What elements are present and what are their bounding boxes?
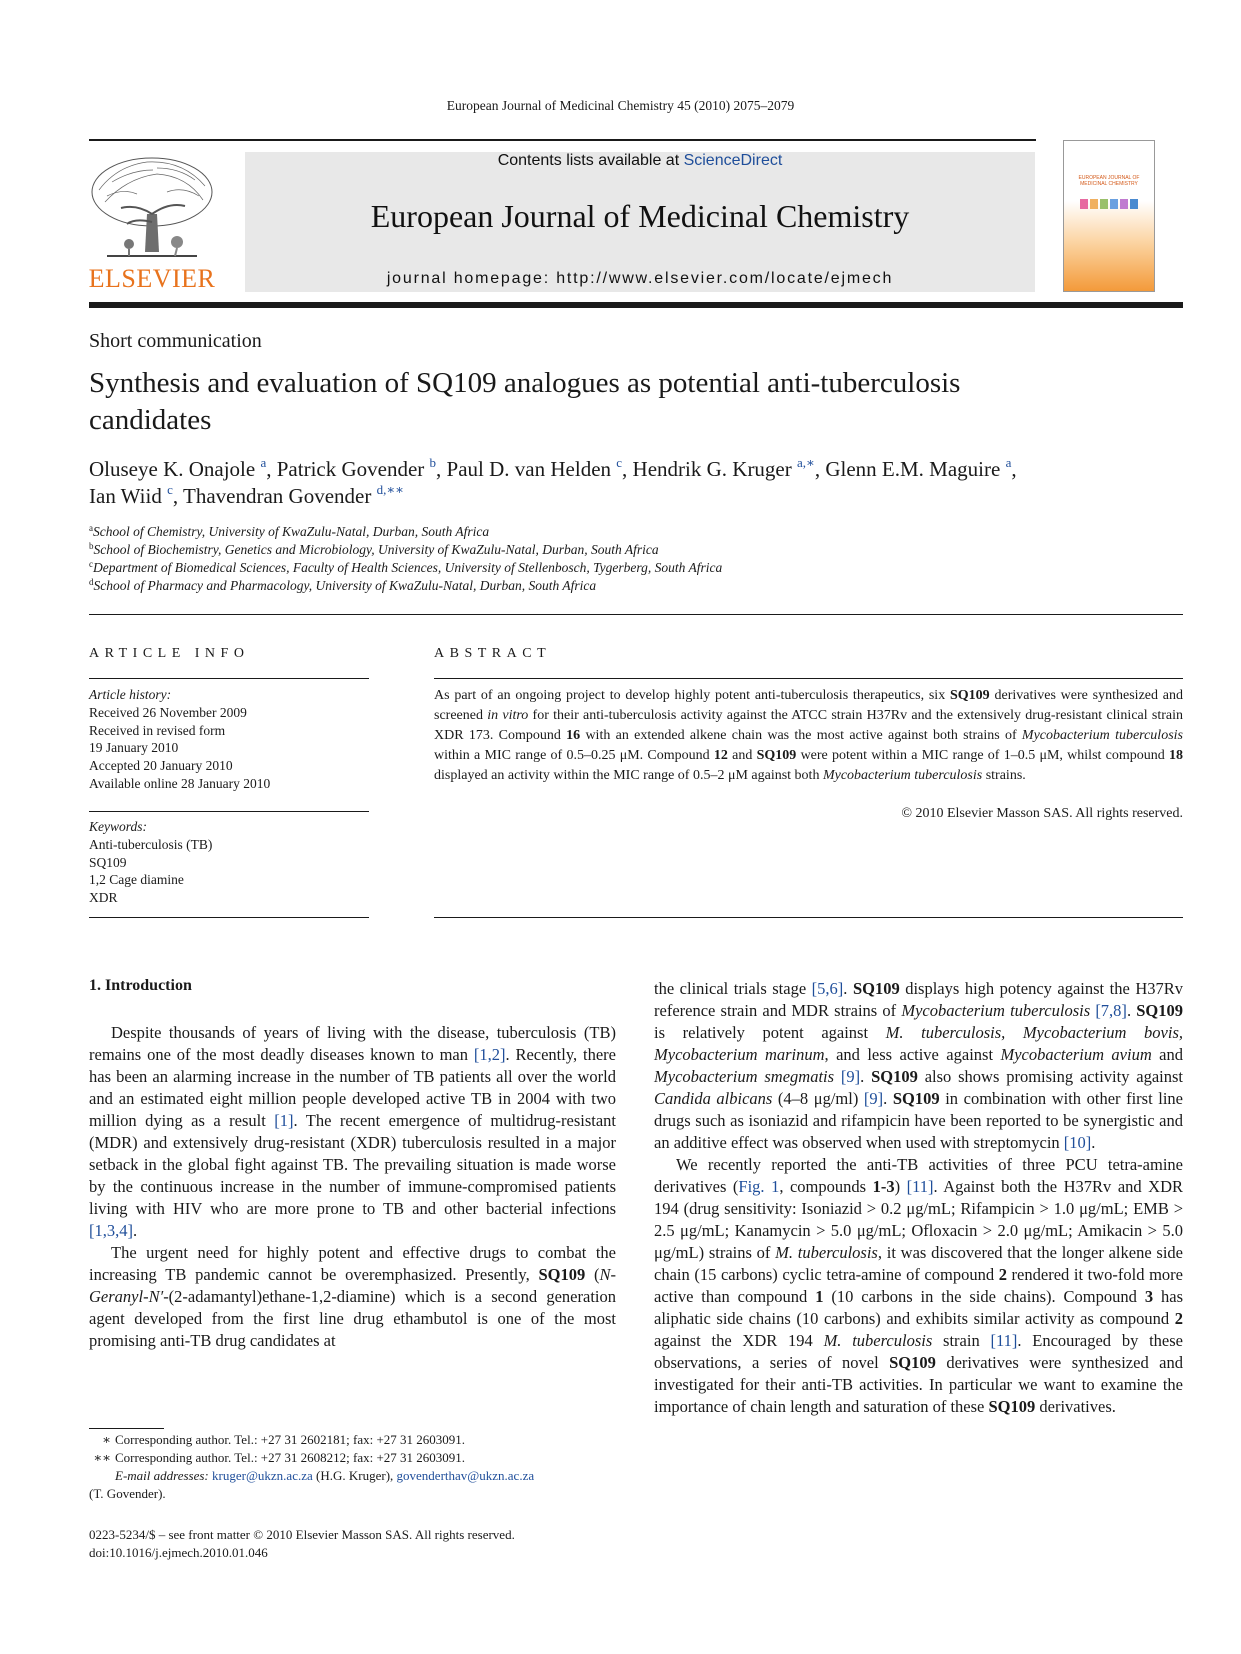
doi-line[interactable]: doi:10.1016/j.ejmech.2010.01.046 [89,1544,268,1560]
email-link[interactable]: govenderthav@ukzn.ac.za [396,1468,535,1483]
citation-link[interactable]: [5,6] [811,979,844,998]
running-head: European Journal of Medicinal Chemistry 45 (2010) 2075–2079 [446,98,795,113]
journal-cover-thumbnail [1063,140,1155,292]
affiliation-item [89,523,1183,541]
keyword-list [89,818,369,907]
right-column-body [654,978,1183,1418]
history-item: Received in revised form [89,722,226,738]
paragraph: the clinical trials stage [5,6]. SQ109 displays high potency against the H37Rv reference strain and MDR strains of Mycobacterium tuberculosis [7,8]. SQ109 is relatively potent against M. tuberculosis, Mycobacterium bovis, Mycobacterium marinum, and less active against Mycobacterium avium and Mycobacterium smegmatis [9]. SQ109 also shows promising activity against Candida albicans (4–8 μg/ml) [9]. SQ109 in combination with other first line drugs such as isoniazid and rifampicin have been reported to be synergistic and an additive effect was observed when used with streptomycin [10]. [654,979,1184,1152]
author-affiliation-mark[interactable]: a [1005,455,1012,470]
author-separator: , [436,457,447,481]
header-rule [89,302,1183,308]
article-history [89,686,369,793]
author-name: Patrick Govender [276,457,425,481]
author-affiliation-mark[interactable]: d,∗∗ [376,482,405,497]
article-title: Synthesis and evaluation of SQ109 analogues as potential anti-tuberculosis candidates [89,367,961,436]
journal-name: European Journal of Medicinal Chemistry [370,198,910,234]
affiliation-list [89,523,1183,595]
affiliation-text: School of Pharmacy and Pharmacology, University of KwaZulu-Natal, Durban, South Africa [93,578,597,593]
affiliation-text: School of Biochemistry, Genetics and Microbiology, University of KwaZulu-Natal, Durban, South Africa [93,542,659,557]
affiliation-mark: c [89,559,93,569]
affiliation-mark: d [89,577,94,587]
left-column-body [89,1022,616,1352]
citation-link[interactable]: [11] [990,1331,1018,1350]
author-affiliation-mark[interactable]: b [429,455,437,470]
publisher-wordmark: ELSEVIER [88,264,216,293]
keyword-item: XDR [89,890,118,906]
contents-line [245,152,1035,170]
author-name: Hendrik G. Kruger [632,457,792,481]
abstract-heading: ABSTRACT [434,646,552,661]
cover-graphic-icon [1080,197,1140,211]
keyword-item: Anti-tuberculosis (TB) [89,836,213,852]
citation-link[interactable]: [1,2] [473,1045,506,1064]
sciencedirect-link[interactable]: ScienceDirect [683,152,783,169]
footnote: ∗∗ Corresponding author. Tel.: +27 31 2608212; fax: +27 31 2603091. [93,1450,466,1465]
abstract-body: As part of an ongoing project to develop highly potent anti-tuberculosis therapeutics, six SQ109 derivatives were synthesized and screened in vitro for their anti-tuberculosis activity against the ATCC strain H37Rv and the extensively drug-resistant clinical strain XDR 173. Compound 16 with an extended alkene chain was the most active against both strains of Mycobacterium tuberculosis within a MIC range of 0.5–0.25 μM. Compound 12 and SQ109 were potent within a MIC range of 1–0.5 μM, whilst compound 18 displayed an activity within the MIC range of 0.5–2 μM against both Mycobacterium tuberculosis strains. [434,688,1184,783]
abstract-rule [434,678,1183,679]
history-item: Available online 28 January 2010 [89,775,271,791]
email-link[interactable]: kruger@ukzn.ac.za [212,1468,313,1483]
author-name: Ian Wiid [89,484,162,508]
author-name: Paul D. van Helden [446,457,612,481]
journal-homepage[interactable]: journal homepage: http://www.elsevier.com/locate/ejmech [386,270,894,287]
author-affiliation-mark[interactable]: a [260,455,267,470]
affiliation-item [89,559,1183,577]
footnote-rule [89,1428,164,1429]
citation-link[interactable]: [9] [863,1089,884,1108]
keyword-item: 1,2 Cage diamine [89,872,184,888]
keyword-item: SQ109 [89,854,127,870]
info-rule [89,811,369,812]
author-name: Glenn E.M. Maguire [825,457,1001,481]
footnote: ∗ Corresponding author. Tel.: +27 31 2602181; fax: +27 31 2603091. [102,1432,466,1447]
citation-link[interactable]: [1] [274,1111,294,1130]
issn-doi-block [89,1526,616,1561]
info-rule [89,917,369,918]
top-rule [89,139,1036,141]
author-separator: , [172,484,183,508]
paragraph: The urgent need for highly potent and effective drugs to combat the increasing TB pandemic cannot be overemphasized. Presently, SQ109 (N-Geranyl-N′-(2-adamantyl)ethane-1,2-diamine) which is a second generation agent developed from the first line drug ethambutol is one of the most promising anti-TB drug candidates at [89,1243,616,1350]
footnotes [89,1431,616,1503]
introduction-heading: 1. Introduction [89,977,192,994]
footnote-emails-cont: (T. Govender). [89,1486,166,1501]
author-separator: , [1011,457,1017,481]
author-list [89,456,1183,510]
citation-link[interactable]: [10] [1063,1133,1092,1152]
affiliation-item [89,577,1183,595]
affiliation-text: School of Chemistry, University of KwaZulu-Natal, Durban, South Africa [93,524,490,539]
abstract-copyright: © 2010 Elsevier Masson SAS. All rights reserved. [901,806,1183,821]
footnote-emails: E-mail addresses: kruger@ukzn.ac.za (H.G. Kruger), govenderthav@ukzn.ac.za [115,1468,535,1483]
journal-masthead [245,152,1035,292]
affiliation-mark: b [89,541,94,551]
cover-title: EUROPEAN JOURNAL OF MEDICINAL CHEMISTRY [1078,175,1140,187]
citation-link[interactable]: [7,8] [1095,1001,1127,1020]
history-item: 19 January 2010 [89,740,179,756]
affiliation-item [89,541,1183,559]
affiliation-text: Department of Biomedical Sciences, Faculty of Health Sciences, University of Stellenbosch, Tygerberg, South Africa [93,560,723,575]
contents-prefix: Contents lists available at [497,152,684,169]
author-separator: , [622,457,633,481]
article-type: Short communication [89,330,262,352]
author-separator: , [266,457,277,481]
abstract-rule [434,917,1183,918]
history-item: Accepted 20 January 2010 [89,758,233,774]
author-name: Thavendran Govender [183,484,372,508]
author-affiliation-mark[interactable]: a,∗ [797,455,815,470]
paragraph: We recently reported the anti-TB activities of three PCU tetra-amine derivatives (Fig. 1, compounds 1-3) [11]. Against both the H37Rv and XDR 194 (drug sensitivity: Isoniazid > 0.2 μg/mL; Rifampicin > 1.0 μg/mL; EMB > 2.5 μg/mL; Kanamycin > 5.0 μg/mL; Ofloxacin > 2.0 μg/mL; Amikacin > 5.0 μg/mL) strains of M. tuberculosis, it was discovered that the longer alkene side chain (15 carbons) cyclic tetra-amine of compound 2 rendered it two-fold more active than compound 1 (10 carbons in the side chains). Compound 3 has aliphatic side chains (10 carbons) and exhibits similar activity as compound 2 against the XDR 194 M. tuberculosis strain [11]. Encouraged by these observations, a series of novel SQ109 derivatives were synthesized and investigated for their anti-TB activities. In particular we want to examine the importance of chain length and saturation of these SQ109 derivatives. [654,1155,1183,1416]
article-info-heading: ARTICLE INFO [89,646,250,661]
author-separator: , [814,457,826,481]
issn-line: 0223-5234/$ – see front matter © 2010 Elsevier Masson SAS. All rights reserved. [89,1527,515,1542]
publisher-logo [87,152,217,294]
figure-link[interactable]: Fig. 1 [738,1177,780,1196]
history-item: Received 26 November 2009 [89,704,247,720]
author-affiliation-mark[interactable]: c [167,482,173,497]
history-label: Article history: [89,687,172,702]
section-rule [89,614,1183,615]
author-affiliation-mark[interactable]: c [616,455,623,470]
affiliation-mark: a [89,523,93,533]
paragraph: Despite thousands of years of living with the disease, tuberculosis (TB) remains one of the most deadly diseases known to man [1,2]. Recently, there has been an alarming increase in the number of TB patients all over the world and an estimated eight million people developed active TB in 2004 with two million dying as a result [1]. The recent emergence of multidrug-resistant (MDR) and extensively drug-resistant (XDR) tuberculosis resulted in a major setback in the global fight against TB. The prevailing situation is made worse by the continuous increase in the number of immune-compromised patients living with HIV who are more prone to TB and other bacterial infections [1,3,4]. [89,1023,616,1240]
citation-link[interactable]: [11] [906,1177,934,1196]
citation-link[interactable]: [1,3,4] [89,1221,133,1240]
author-name: Oluseye K. Onajole [89,457,256,481]
elsevier-tree-icon [87,152,217,264]
citation-link[interactable]: [9] [840,1067,861,1086]
info-rule [89,678,369,679]
keywords-label: Keywords: [89,819,147,834]
